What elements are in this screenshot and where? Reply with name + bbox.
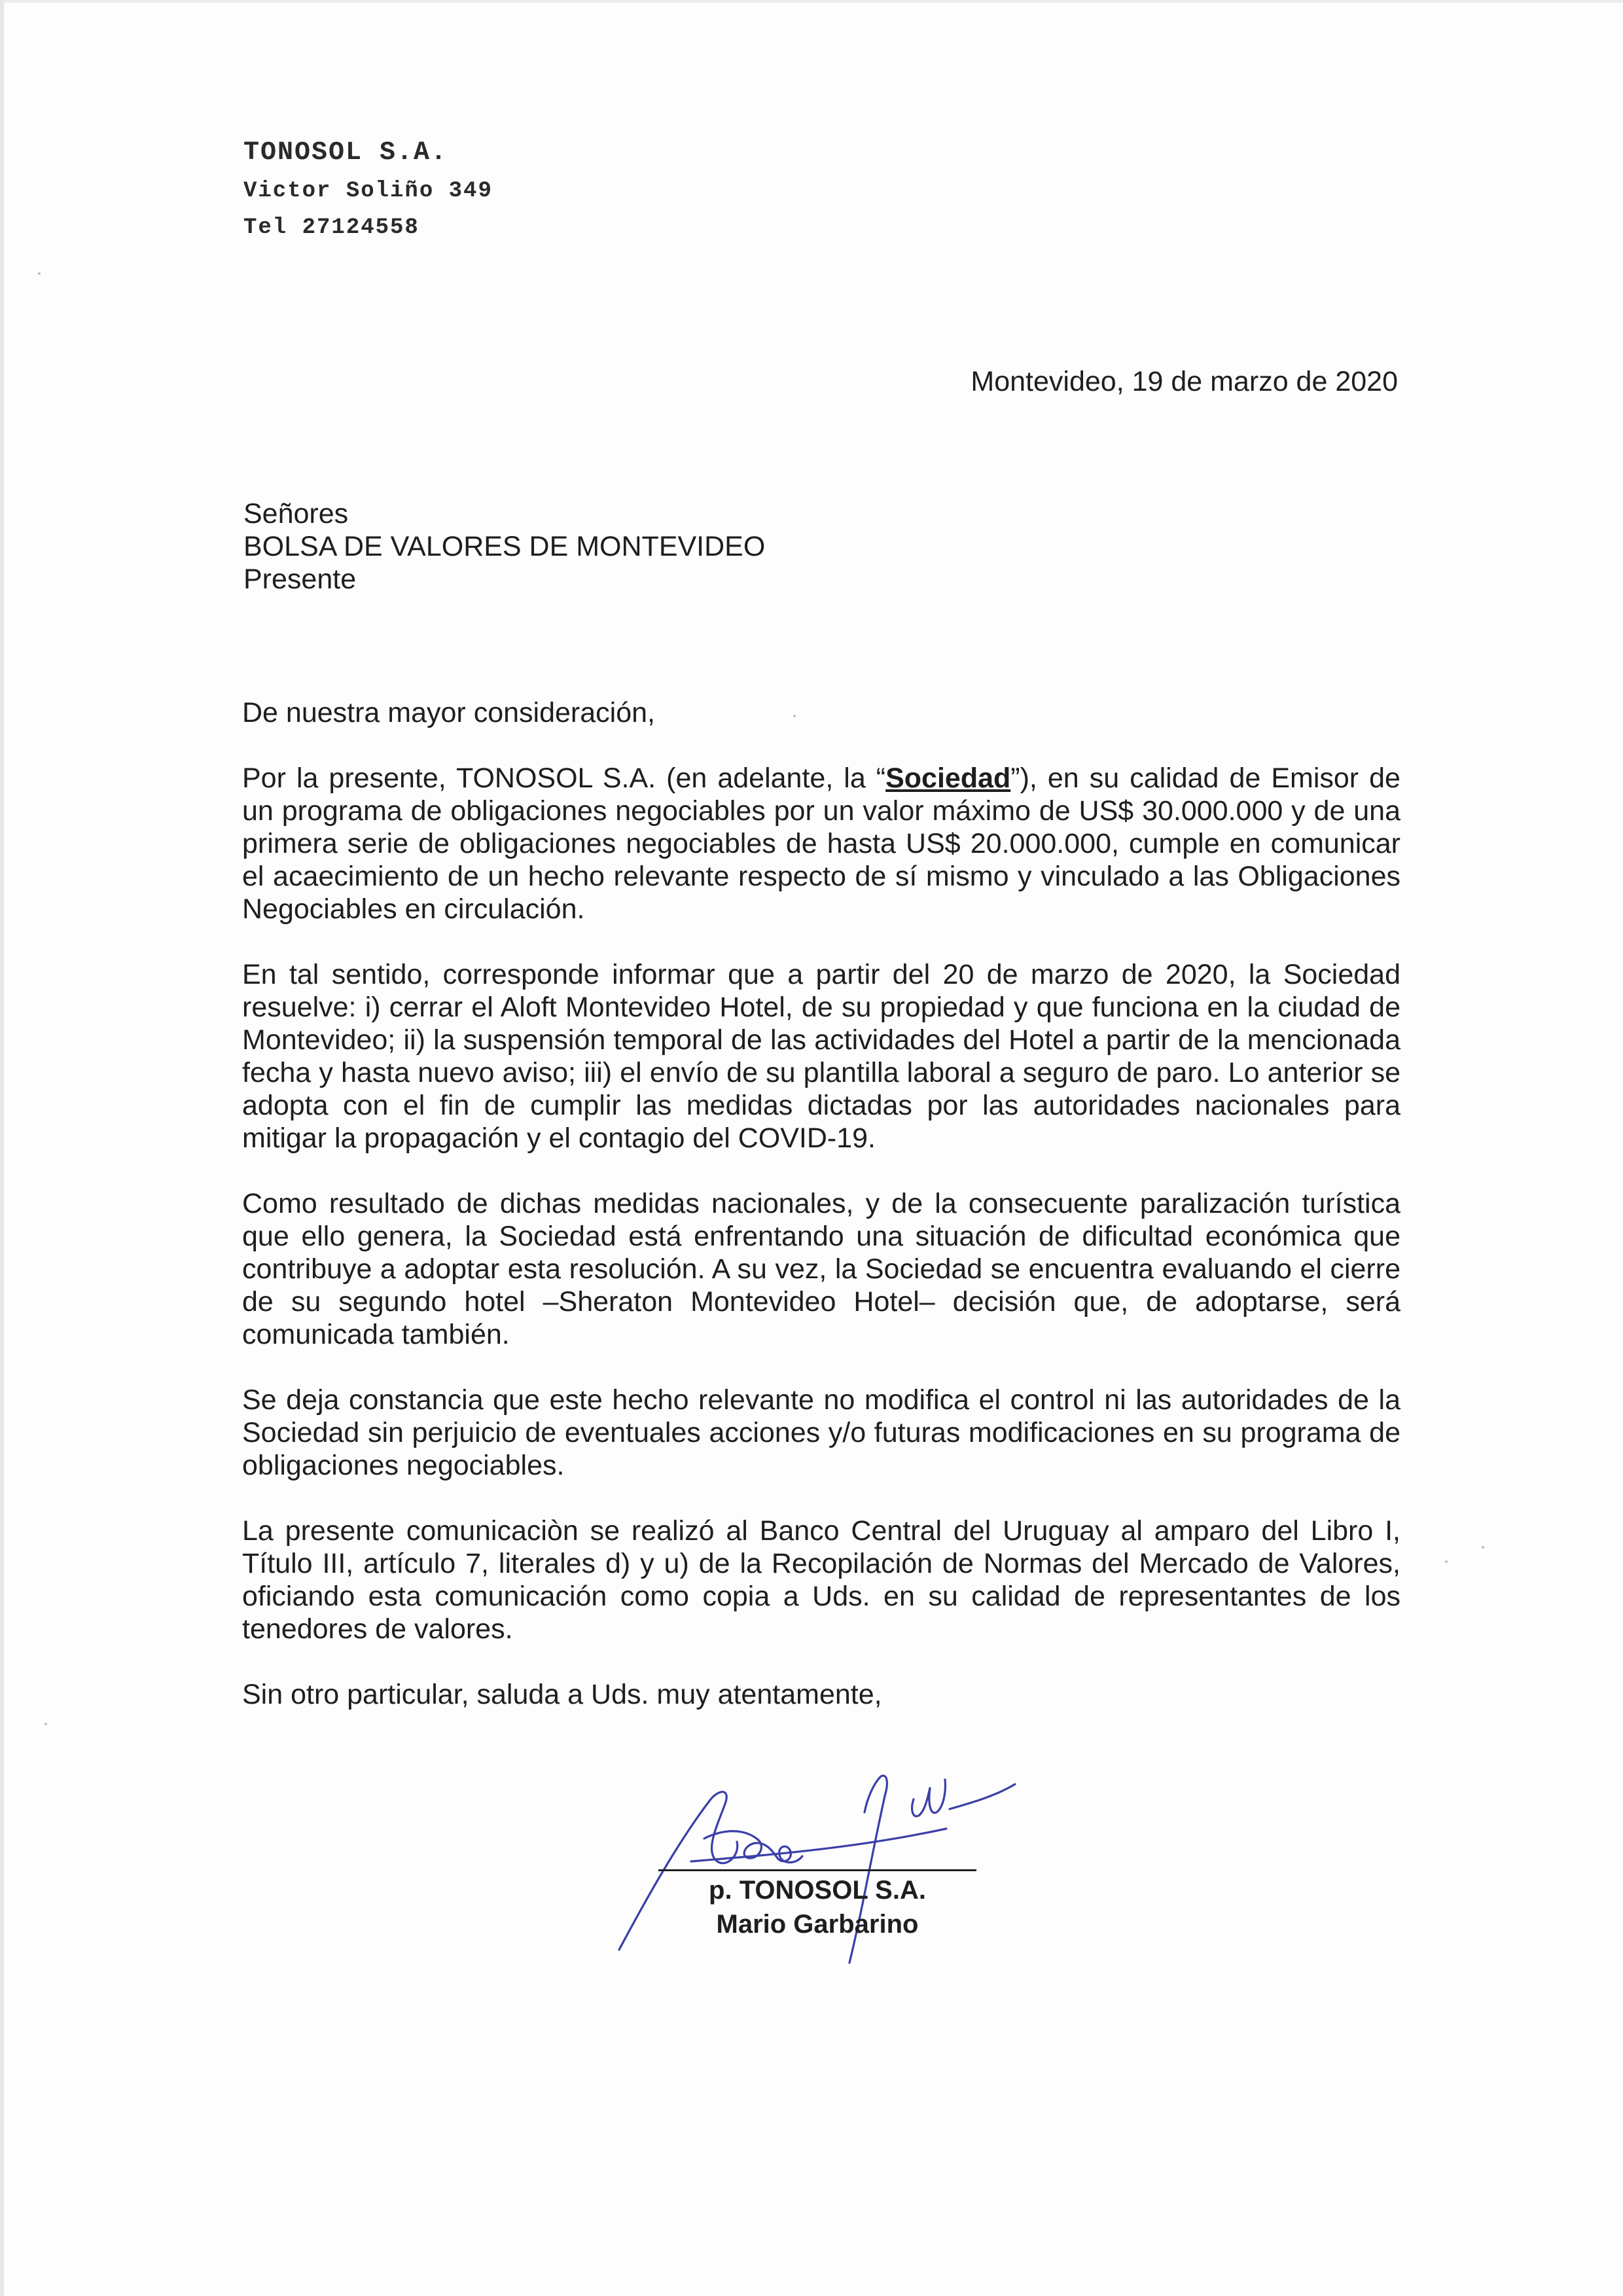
company-address: Victor Soliño 349 <box>243 179 493 204</box>
defined-term: Sociedad <box>885 762 1011 794</box>
scan-speck <box>793 715 796 717</box>
scan-speck <box>45 1723 47 1725</box>
scan-speck <box>1445 1560 1448 1563</box>
company-phone: Tel 27124558 <box>243 215 419 240</box>
company-name: TONOSOL S.A. <box>243 138 448 168</box>
paragraph-5: La presente comunicaciòn se realizó al Banco Central del Uruguay al amparo del Libro I, Título III, artículo 7, literales d) y u) de la Recopilación de Normas del Mercado de Valores, oficiando esta comunicación como copia a Uds. en su calidad de representantes de los tenedores de valores. <box>242 1515 1400 1645</box>
scan-speck <box>1482 1546 1484 1549</box>
letter-body <box>242 696 1400 1744</box>
salutation: De nuestra mayor consideración, <box>242 697 655 728</box>
signatory-name: Mario Garbarino <box>716 1910 919 1939</box>
letterhead <box>243 134 493 246</box>
recipient-line-3: Presente <box>243 564 357 595</box>
signature-rule <box>658 1869 976 1871</box>
signatory <box>658 1873 976 1941</box>
paragraph-1-rest: ”), en su calidad de Emisor de un programa de obligaciones negociables por un valor máximo de US$ 30.000.000 y de una primera serie de obligaciones negociables de hasta US$ 20.000.000, cumple en comunicar el acaecimiento de un hecho relevante respecto de sí mismo y vinculado a las Obligaciones Negociables en circulación. <box>242 762 1400 925</box>
signatory-company: p. TONOSOL S.A. <box>709 1876 926 1905</box>
paragraph-2: En tal sentido, corresponde informar que a partir del 20 de marzo de 2020, la Sociedad resuelve: i) cerrar el Aloft Montevideo Hotel, de su propiedad y que funciona en la ciudad de Montevideo; ii) la suspensión temporal de las actividades del Hotel a partir de la mencionada fecha y hasta nuevo aviso; iii) el envío de su plantilla laboral a seguro de paro. Lo anterior se adopta con el fin de cumplir las medidas dictadas por las autoridades nacionales para mitigar la propagación y el contagio del COVID-19. <box>242 959 1400 1154</box>
paragraph-3: Como resultado de dichas medidas nacionales, y de la consecuente paralización turística que ello genera, la Sociedad está enfrentando una situación de dificultad económica que contribuye a adoptar esta resolución. A su vez, la Sociedad se encuentra evaluando el cierre de su segundo hotel –Sheraton Montevideo Hotel– decisión que, de adoptarse, será comunicada también. <box>242 1188 1400 1350</box>
recipient-block <box>243 497 765 596</box>
paragraph-1 <box>242 762 1400 925</box>
paragraph-1-start: Por la presente, TONOSOL S.A. (en adelante, la “ <box>242 762 886 794</box>
paragraph-4: Se deja constancia que este hecho relevante no modifica el control ni las autoridades de la Sociedad sin perjuicio de eventuales acciones y/o futuras modificaciones en su programa de obligaciones negociables. <box>242 1384 1400 1481</box>
letter-date: Montevideo, 19 de marzo de 2020 <box>971 366 1398 397</box>
signature-block <box>658 1731 1025 1966</box>
recipient-line-2: BOLSA DE VALORES DE MONTEVIDEO <box>243 531 766 562</box>
recipient-line-1: Señores <box>243 498 349 529</box>
scan-speck <box>38 272 41 275</box>
closing-line: Sin otro particular, saluda a Uds. muy atentamente, <box>242 1679 882 1710</box>
